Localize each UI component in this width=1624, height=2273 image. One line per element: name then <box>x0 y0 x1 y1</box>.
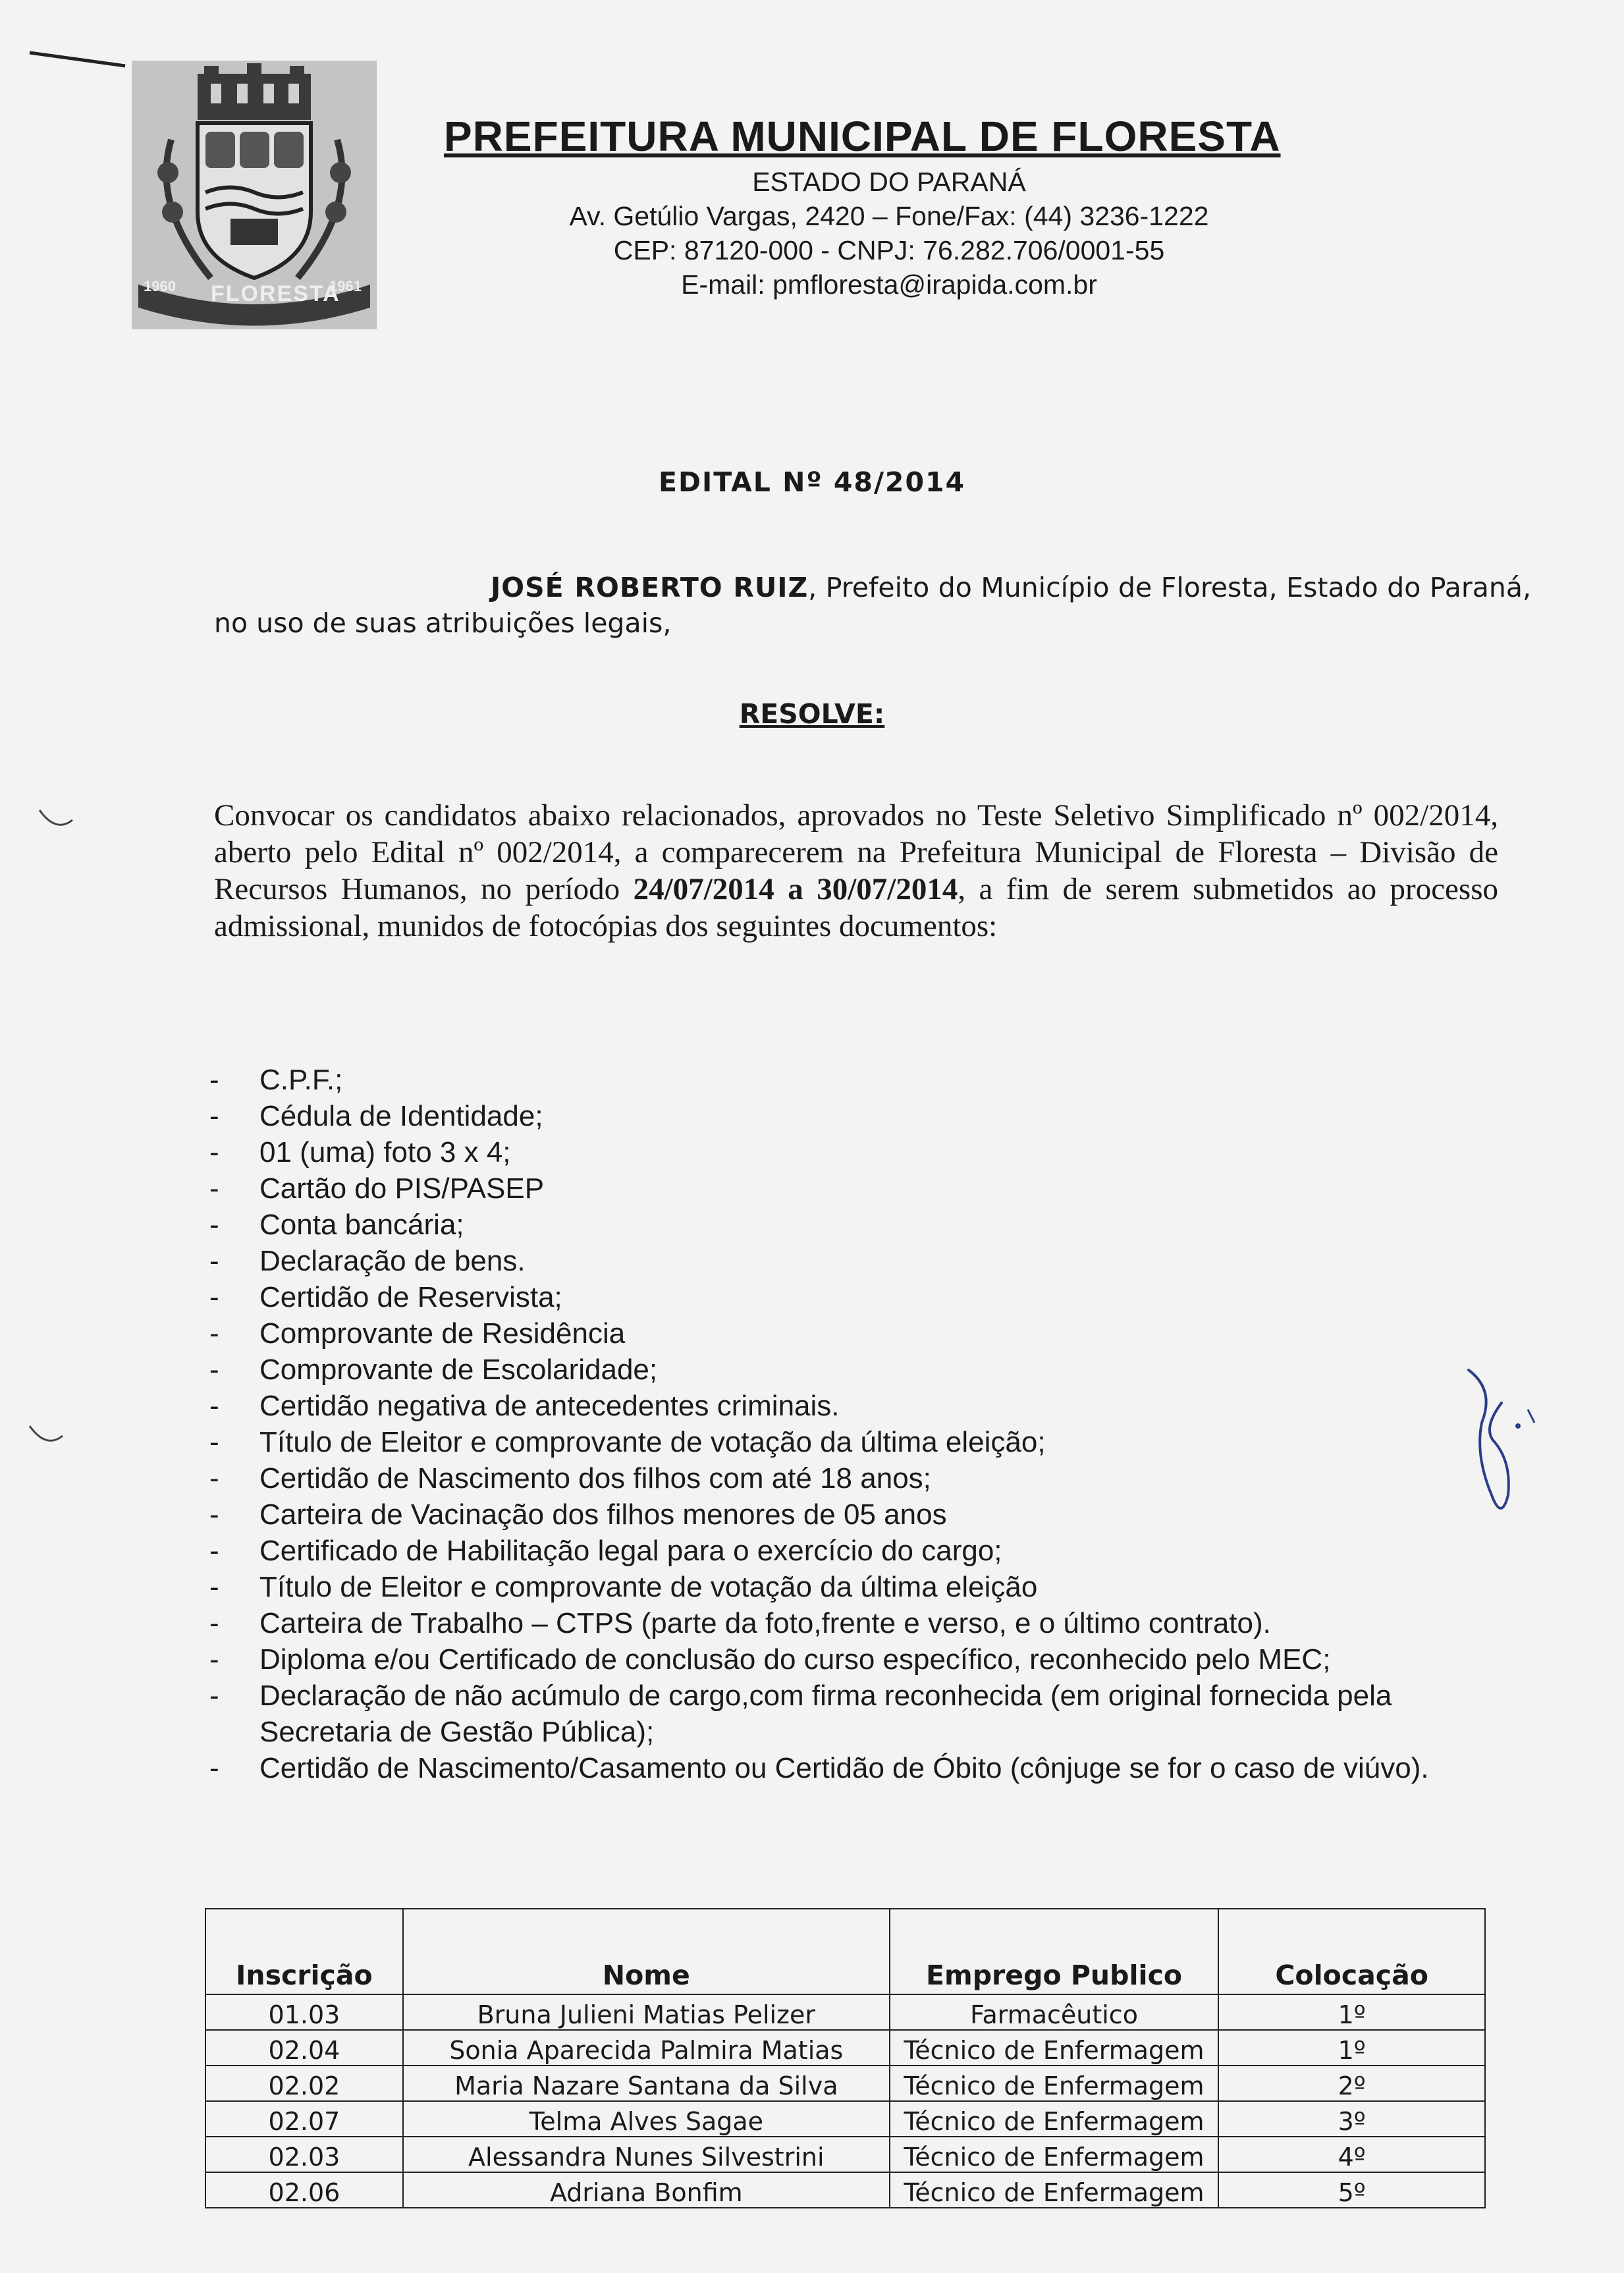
list-bullet: - <box>209 1390 219 1422</box>
list-item <box>209 1352 1527 1388</box>
intro-text: , Prefeito do Município de Floresta, Estado do Paraná, no uso de suas atribuições legais, <box>214 572 1531 639</box>
resolve-heading: RESOLVE: <box>739 698 885 730</box>
crest-year-right: 1961 <box>329 278 362 294</box>
required-documents-list <box>209 1062 1527 1786</box>
list-item <box>209 1279 1527 1315</box>
punch-mark-top <box>36 807 76 833</box>
letterhead <box>435 112 1343 302</box>
header-emprego: Emprego Publico <box>890 1909 1219 1994</box>
cell-inscricao: 02.06 <box>205 2172 403 2208</box>
cell-emprego: Técnico de Enfermagem <box>890 2172 1219 2208</box>
cell-nome: Adriana Bonfim <box>403 2172 890 2208</box>
list-item <box>209 1315 1527 1352</box>
address-line: Av. Getúlio Vargas, 2420 – Fone/Fax: (44) 3236-1222 <box>569 201 1209 231</box>
cell-nome: Maria Nazare Santana da Silva <box>403 2066 890 2101</box>
list-bullet: - <box>209 1100 219 1132</box>
document-item-text: Certidão de Reservista; <box>259 1281 562 1313</box>
cep-cnpj-line: CEP: 87120-000 - CNPJ: 76.282.706/0001-55 <box>613 235 1165 265</box>
cell-emprego: Técnico de Enfermagem <box>890 2030 1219 2066</box>
list-item <box>209 1170 1527 1207</box>
list-bullet: - <box>209 1607 219 1639</box>
list-bullet: - <box>209 1136 219 1168</box>
document-item-text: Cartão do PIS/PASEP <box>259 1172 545 1205</box>
punch-mark-bottom <box>26 1423 66 1449</box>
list-item <box>209 1388 1527 1424</box>
document-item-text: Declaração de bens. <box>259 1245 526 1277</box>
list-item <box>209 1678 1527 1750</box>
document-item-text: Comprovante de Escolaridade; <box>259 1354 658 1386</box>
header-inscricao: Inscrição <box>205 1909 403 1994</box>
list-item <box>209 1243 1527 1279</box>
table-row <box>205 2137 1485 2172</box>
document-item-text: Certificado de Habilitação legal para o exercício do cargo; <box>259 1535 1002 1567</box>
list-bullet: - <box>209 1426 219 1458</box>
cell-colocacao: 1º <box>1218 2030 1485 2066</box>
table-row <box>205 2066 1485 2101</box>
convocation-text-part1: Convocar os candidatos abaixo relacionados, aprovados no Teste Seletivo Simplificado nº 002/2014, aberto pelo Edital nº 002/2014, a comparecerem na Prefeitura Municipal de Floresta – Divisão de Recursos Humanos, no período <box>214 798 1498 906</box>
cell-emprego: Técnico de Enfermagem <box>890 2066 1219 2101</box>
cell-emprego: Técnico de Enfermagem <box>890 2137 1219 2172</box>
list-bullet: - <box>209 1064 219 1096</box>
state-line: ESTADO DO PARANÁ <box>752 167 1026 197</box>
cell-emprego: Farmacêutico <box>890 1994 1219 2030</box>
list-item <box>209 1533 1527 1569</box>
list-item <box>209 1424 1527 1460</box>
municipality-title: PREFEITURA MUNICIPAL DE FLORESTA <box>444 113 1281 160</box>
list-bullet: - <box>209 1317 219 1350</box>
cell-colocacao: 3º <box>1218 2101 1485 2137</box>
cell-inscricao: 02.04 <box>205 2030 403 2066</box>
cell-inscricao: 02.03 <box>205 2137 403 2172</box>
mayor-name: JOSÉ ROBERTO RUIZ <box>491 572 809 603</box>
cell-colocacao: 5º <box>1218 2172 1485 2208</box>
list-bullet: - <box>209 1462 219 1494</box>
document-item-text: Comprovante de Residência <box>259 1317 626 1350</box>
table-row <box>205 2172 1485 2208</box>
list-bullet: - <box>209 1571 219 1603</box>
document-item-text: C.P.F.; <box>259 1064 343 1096</box>
document-item-text: Cédula de Identidade; <box>259 1100 543 1132</box>
cell-colocacao: 4º <box>1218 2137 1485 2172</box>
header-nome: Nome <box>403 1909 890 1994</box>
list-item <box>209 1569 1527 1605</box>
document-item-text: 01 (uma) foto 3 x 4; <box>259 1136 511 1168</box>
list-bullet: - <box>209 1245 219 1277</box>
municipal-crest <box>132 61 377 329</box>
cell-emprego: Técnico de Enfermagem <box>890 2101 1219 2137</box>
convocation-text-part2: , a fim de serem submetidos ao processo admissional, munidos de fotocópias dos seguintes documentos: <box>214 872 1498 943</box>
cell-nome: Telma Alves Sagae <box>403 2101 890 2137</box>
list-bullet: - <box>209 1209 219 1241</box>
list-bullet: - <box>209 1680 219 1712</box>
table-row <box>205 2101 1485 2137</box>
list-item <box>209 1460 1527 1496</box>
cell-colocacao: 2º <box>1218 2066 1485 2101</box>
list-item <box>209 1207 1527 1243</box>
list-item <box>209 1496 1527 1533</box>
list-bullet: - <box>209 1281 219 1313</box>
list-bullet: - <box>209 1498 219 1531</box>
convocation-paragraph <box>214 797 1498 945</box>
table-header-row <box>205 1909 1485 1994</box>
edital-title: EDITAL Nº 48/2014 <box>658 466 966 498</box>
cell-nome: Bruna Julieni Matias Pelizer <box>403 1994 890 2030</box>
convocation-period: 24/07/2014 a 30/07/2014 <box>633 872 958 906</box>
cell-inscricao: 01.03 <box>205 1994 403 2030</box>
document-item-text: Declaração de não acúmulo de cargo,com firma reconhecida (em original fornecida pela Secretaria de Gestão Pública); <box>259 1680 1392 1748</box>
document-item-text: Certidão de Nascimento dos filhos com até 18 anos; <box>259 1462 931 1494</box>
cell-colocacao: 1º <box>1218 1994 1485 2030</box>
intro-paragraph <box>214 570 1531 641</box>
list-item <box>209 1062 1527 1098</box>
cell-inscricao: 02.02 <box>205 2066 403 2101</box>
email-line: E-mail: pmfloresta@irapida.com.br <box>681 269 1097 300</box>
document-item-text: Certidão negativa de antecedentes criminais. <box>259 1390 840 1422</box>
staple-mark <box>26 46 138 72</box>
document-item-text: Carteira de Trabalho – CTPS (parte da foto,frente e verso, e o último contrato). <box>259 1607 1271 1639</box>
document-item-text: Título de Eleitor e comprovante de votação da última eleição; <box>259 1426 1046 1458</box>
document-item-text: Conta bancária; <box>259 1209 464 1241</box>
document-item-text: Diploma e/ou Certificado de conclusão do curso específico, reconhecido pelo MEC; <box>259 1643 1331 1676</box>
document-item-text: Certidão de Nascimento/Casamento ou Certidão de Óbito (cônjuge se for o caso de viúvo). <box>259 1752 1429 1784</box>
list-item <box>209 1098 1527 1134</box>
list-bullet: - <box>209 1172 219 1205</box>
crest-year-left: 1960 <box>144 278 176 294</box>
header-colocacao: Colocação <box>1218 1909 1485 1994</box>
candidates-table <box>205 1908 1486 2208</box>
list-bullet: - <box>209 1535 219 1567</box>
cell-nome: Alessandra Nunes Silvestrini <box>403 2137 890 2172</box>
table-row <box>205 2030 1485 2066</box>
document-item-text: Título de Eleitor e comprovante de votação da última eleição <box>259 1571 1038 1603</box>
list-bullet: - <box>209 1752 219 1784</box>
list-item <box>209 1605 1527 1641</box>
cell-nome: Sonia Aparecida Palmira Matias <box>403 2030 890 2066</box>
cell-inscricao: 02.07 <box>205 2101 403 2137</box>
list-item <box>209 1641 1527 1678</box>
table-row <box>205 1994 1485 2030</box>
list-bullet: - <box>209 1643 219 1676</box>
list-item <box>209 1134 1527 1170</box>
handwritten-signature <box>1455 1363 1541 1528</box>
list-item <box>209 1750 1527 1786</box>
list-bullet: - <box>209 1354 219 1386</box>
crest-ribbon-text: FLORESTA <box>211 281 340 306</box>
document-item-text: Carteira de Vacinação dos filhos menores de 05 anos <box>259 1498 947 1531</box>
